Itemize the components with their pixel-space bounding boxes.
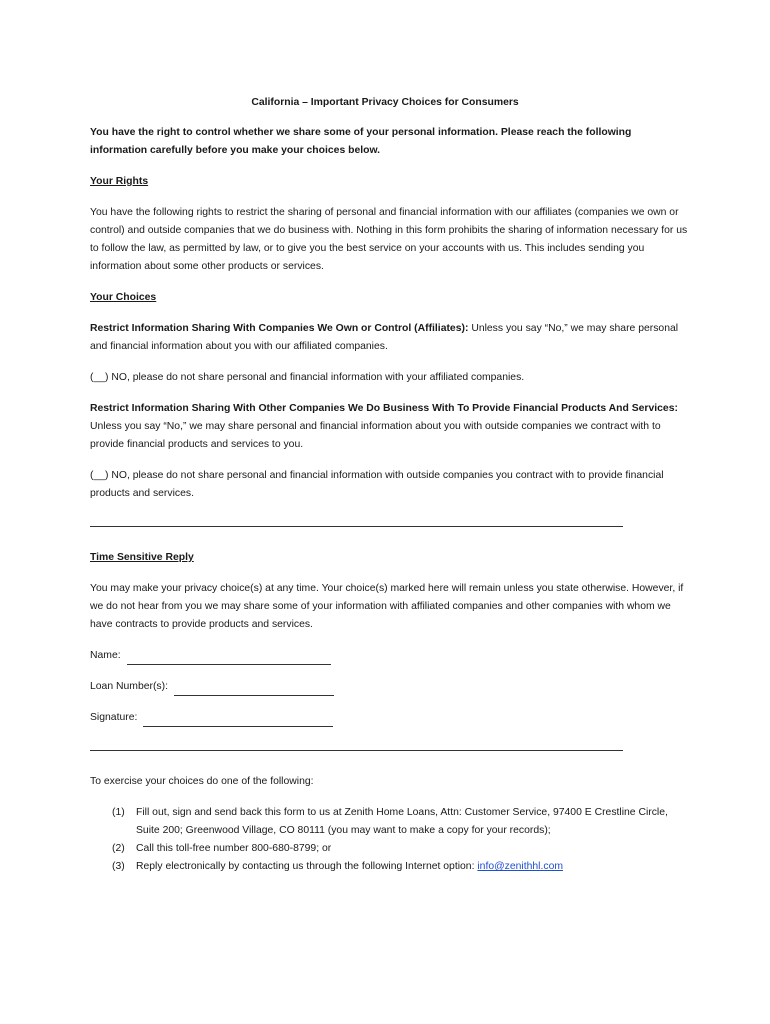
affiliates-paragraph [90, 320, 690, 356]
document-title: California – Important Privacy Choices for Consumers [251, 97, 519, 108]
exercise-choices-intro: To exercise your choices do one of the following: [90, 776, 314, 787]
exercise-steps-list [90, 804, 690, 876]
name-field[interactable] [90, 647, 690, 665]
signature-label: Signature: [90, 712, 138, 723]
document-page [90, 94, 690, 876]
list-item [90, 858, 690, 876]
name-label: Name: [90, 650, 121, 661]
time-sensitive-reply-heading: Time Sensitive Reply [90, 552, 194, 563]
loan-number-label: Loan Number(s): [90, 681, 168, 692]
loan-number-field[interactable] [90, 678, 690, 696]
signature-field[interactable] [90, 709, 690, 727]
your-choices-heading: Your Choices [90, 292, 157, 303]
loan-number-input-line[interactable] [174, 682, 334, 696]
outside-companies-label: Restrict Information Sharing With Other Companies We Do Business With To Provide Financial Products And Services: [90, 403, 678, 414]
list-item-number: (3) [112, 861, 125, 872]
list-item [90, 804, 690, 840]
email-link[interactable]: info@zenithhl.com [477, 861, 564, 872]
list-item-text: Fill out, sign and send back this form to us at Zenith Home Loans, Attn: Customer Service, 97400 E Crestline Circle, Suite 200; Greenwood Village, CO 80111 (you may want to make a copy for your records); [136, 807, 668, 836]
divider-line [90, 740, 623, 751]
list-item-number: (2) [112, 843, 125, 854]
divider-line [90, 516, 623, 527]
affiliates-text: Unless you say “No,” we may share personal and financial information about you with our affiliated companies. [90, 323, 679, 352]
signature-input-line[interactable] [143, 713, 333, 727]
affiliates-opt-out-checkbox[interactable]: (__) NO, please do not share personal and financial information with your affiliated companies. [90, 372, 525, 383]
name-input-line[interactable] [127, 651, 331, 665]
your-rights-paragraph: You have the following rights to restrict the sharing of personal and financial information with our affiliates (companies we own or control) and outside companies that we do business with. Nothing in this form prohibits the sharing of information necessary for us to follow the law, as permitted by law, or to give you the best service on your accounts with us. This includes sending you information about some other products or services. [90, 207, 688, 272]
intro-paragraph: You have the right to control whether we share some of your personal information. Please reach the following information carefully before you make your choices below. [90, 127, 632, 156]
time-sensitive-reply-paragraph: You may make your privacy choice(s) at any time. Your choice(s) marked here will remain unless you state otherwise. However, if we do not hear from you we may share some of your information with affiliated companies and other companies with whom we have contracts to provide products and services. [90, 583, 684, 630]
your-rights-heading: Your Rights [90, 176, 149, 187]
outside-companies-paragraph [90, 400, 690, 454]
list-item-number: (1) [112, 807, 125, 818]
list-item-text: Call this toll-free number 800-680-8799; or [136, 843, 332, 854]
list-item [90, 840, 690, 858]
outside-companies-text: Unless you say “No,” we may share personal and financial information about you with outside companies we contract with to provide financial products and services to you. [90, 421, 661, 450]
outside-companies-opt-out-checkbox[interactable]: (__) NO, please do not share personal and financial information with outside companies you contract with to provide financial products and services. [90, 470, 664, 499]
affiliates-label: Restrict Information Sharing With Companies We Own or Control (Affiliates): [90, 323, 469, 334]
list-item-text: Reply electronically by contacting us through the following Internet option: [136, 861, 475, 872]
